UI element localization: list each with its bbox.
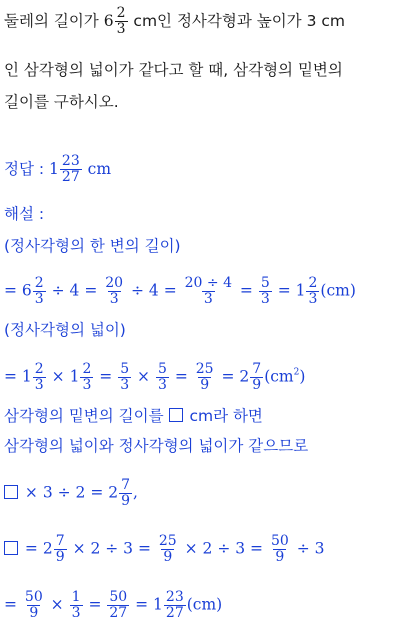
equation-line: = 2 $\frac{7}{9}$ × 2 ÷ 3 = $\frac{25}{9}$ × 2 ÷ 3 = $\frac{50}{9}$ ÷ 3: [4, 534, 325, 565]
answer-label: 정답 :: [4, 160, 50, 178]
mixed-whole: 1: [49, 160, 59, 178]
fraction: $\frac{7}{9}$: [55, 533, 65, 565]
solution-label: 해설 :: [4, 205, 45, 223]
answer-line: [4, 154, 111, 185]
problem-text: cm인 정사각형과 높이가 3 cm: [128, 12, 345, 30]
fraction: $\frac{25}{9}$: [158, 533, 177, 565]
problem-line-3: 길이를 구하시오.: [4, 93, 119, 111]
fraction: $\frac{7}{9}$: [252, 361, 262, 393]
step-text: 삼각형의 넓이와 정사각형의 넓이가 같으므로: [4, 437, 309, 455]
unknown-box-icon: [169, 408, 183, 422]
fraction: $\frac{5}{3}$: [157, 361, 167, 393]
fraction: $\frac{50}{9}$: [24, 589, 43, 621]
problem-text: 둘레의 길이가: [4, 12, 104, 30]
step-text: 삼각형의 밑변의 길이를 cm라 하면: [4, 407, 263, 425]
fraction: $\frac{25}{9}$: [195, 361, 214, 393]
step-title: (정사각형의 한 변의 길이): [4, 237, 181, 255]
equation-line: = 1 $\frac{2}{3}$ × 1 $\frac{2}{3}$ = $\frac{5}{3}$ × $\frac{5}{3}$ = $\frac{25}{9}$ = 2 $\frac{7}{9}$ $(cm^2)$: [4, 361, 306, 393]
fraction: $\frac{2}{3}$: [82, 361, 92, 393]
equation-line: × 3 ÷ 2 = 2 $\frac{7}{9}$ ,: [4, 478, 138, 509]
fraction: $\frac{2}{3}$: [116, 5, 126, 37]
fraction: $\frac{2}{3}$: [34, 275, 44, 307]
problem-line-1: [4, 6, 345, 37]
fraction: $\frac{7}{9}$: [121, 477, 131, 509]
fraction: $\frac{2}{3}$: [34, 361, 44, 393]
equation-line: = 6 $\frac{2}{3}$ ÷ 4 = $\frac{20}{3}$ ÷ 4 = $\frac{20 \div 4}{3}$ = $\frac{5}{3}$ = 1 $\frac{2}{3}$ (cm): [4, 275, 356, 307]
fraction: $\frac{50}{27}$: [109, 589, 128, 621]
fraction: $\frac{23}{27}$: [165, 589, 184, 621]
problem-line-2: 인 삼각형의 넓이가 같다고 할 때, 삼각형의 밑변의: [4, 61, 343, 79]
unknown-box-icon: [4, 541, 18, 555]
fraction: $\frac{50}{9}$: [270, 533, 289, 565]
fraction: $\frac{23}{27}$: [61, 153, 80, 185]
fraction: $\frac{5}{3}$: [260, 275, 270, 307]
fraction: $\frac{20 \div 4}{3}$: [184, 275, 232, 307]
unknown-box-icon: [4, 485, 18, 499]
fraction: $\frac{5}{3}$: [120, 361, 130, 393]
fraction: $\frac{2}{3}$: [308, 275, 318, 307]
equation-line: = $\frac{50}{9}$ × $\frac{1}{3}$ = $\frac{50}{27}$ = 1 $\frac{23}{27}$ (cm): [4, 589, 223, 621]
mixed-whole: 6: [103, 12, 114, 30]
fraction: $\frac{20}{3}$: [105, 275, 124, 307]
step-title: (정사각형의 넓이): [4, 321, 126, 339]
fraction: $\frac{1}{3}$: [71, 589, 81, 621]
answer-unit: cm: [82, 160, 112, 178]
